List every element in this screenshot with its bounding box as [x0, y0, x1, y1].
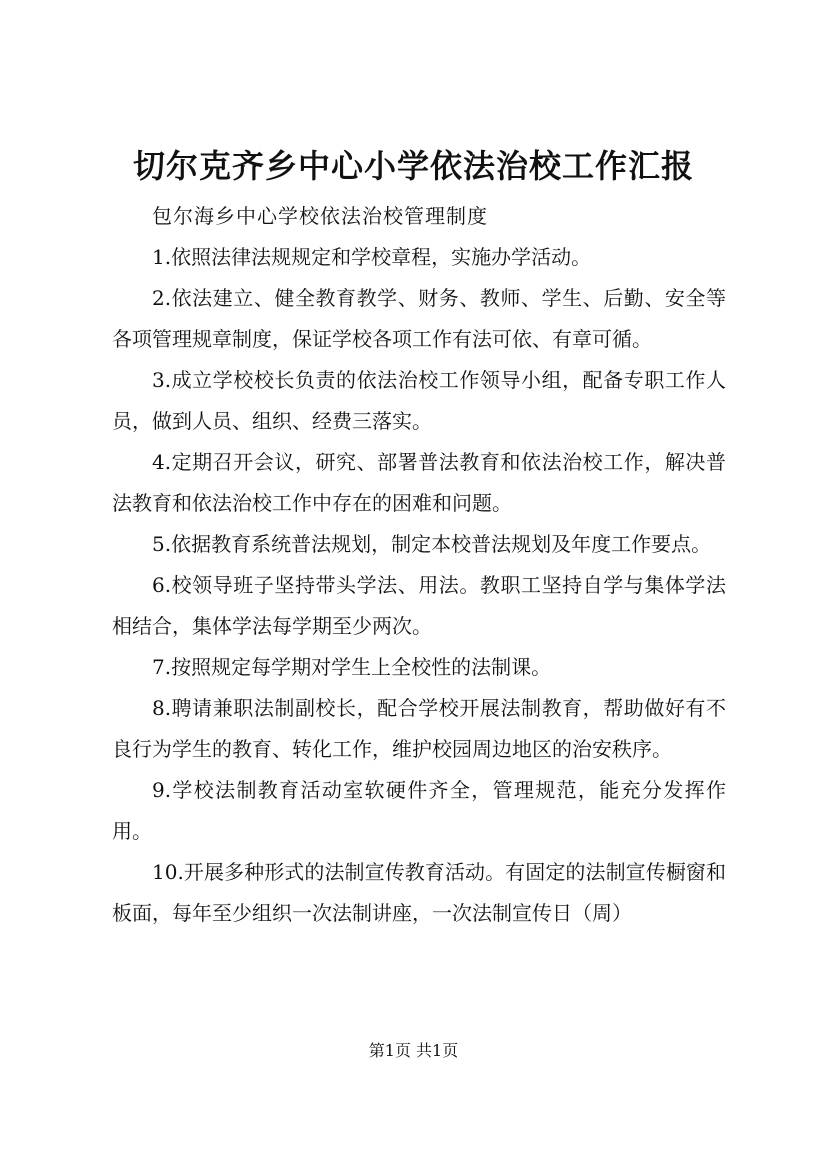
paragraph-7: 7.按照规定每学期对学生上全校性的法制课。 — [152, 655, 552, 679]
document-subtitle: 包尔海乡中心学校依法治校管理制度 — [152, 204, 488, 228]
paragraph-8: 8.聘请兼职法制副校长，配合学校开展法制教育，帮助做好有不良行为学生的教育、转化工作，维护校园周边地区的治安秩序。 — [112, 696, 726, 761]
document-body — [112, 196, 726, 934]
paragraph-2: 2.依法建立、健全教育教学、财务、教师、学生、后勤、安全等各项管理规章制度，保证学校各项工作有法可依、有章可循。 — [112, 286, 726, 351]
paragraph-5: 5.依据教育系统普法规划，制定本校普法规划及年度工作要点。 — [152, 532, 712, 556]
page-footer: 第1页 共1页 — [368, 1041, 459, 1060]
paragraph-9: 9.学校法制教育活动室软硬件齐全，管理规范，能充分发挥作用。 — [112, 778, 726, 843]
paragraph-4: 4.定期召开会议，研究、部署普法教育和依法治校工作，解决普法教育和依法治校工作中存在的困难和问题。 — [112, 450, 726, 515]
paragraph-3: 3.成立学校校长负责的依法治校工作领导小组，配备专职工作人员，做到人员、组织、经费三落实。 — [112, 368, 726, 433]
document-title: 切尔克齐乡中心小学依法治校工作汇报 — [132, 147, 694, 185]
paragraph-6: 6.校领导班子坚持带头学法、用法。教职工坚持自学与集体学法相结合，集体学法每学期至少两次。 — [112, 573, 726, 638]
paragraph-10: 10.开展多种形式的法制宣传教育活动。有固定的法制宣传橱窗和板面，每年至少组织一次法制讲座，一次法制宣传日（周） — [112, 860, 726, 925]
paragraph-1: 1.依照法律法规规定和学校章程，实施办学活动。 — [152, 245, 592, 269]
